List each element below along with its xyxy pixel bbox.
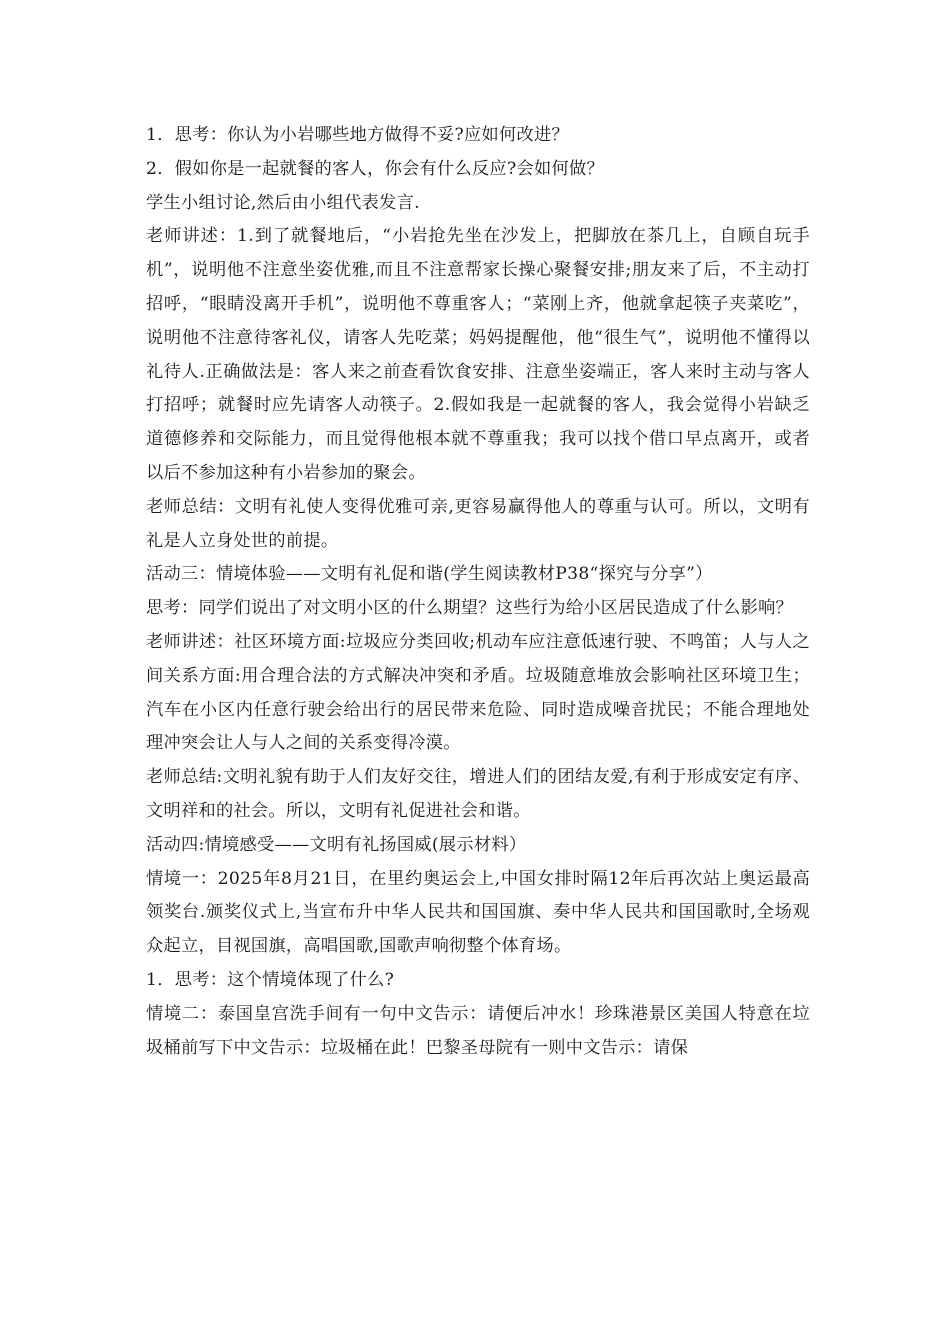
teacher-explanation-2: 老师讲述：社区环境方面:垃圾应分类回收;机动车应注意低速行驶、不鸣笛；人与人之间关系方面:用合理合法的方式解决冲突和矛盾。垃圾随意堆放会影响社区环境卫生；汽车在小区内任意行驶会给出行的居民带来危险、同时造成噪音扰民；不能合理地处理冲突会让人与人之间的关系变得冷漠。 — [146, 631, 810, 754]
teacher-summary-1: 老师总结：文明有礼使人变得优雅可亲,更容易赢得他人的尊重与认可。所以，文明有礼是人立身处世的前提。 — [146, 496, 810, 551]
scenario-2: 情境二：泰国皇宫洗手间有一句中文告示：请便后冲水！珍珠港景区美国人特意在垃圾桶前写下中文告示：垃圾桶在此！巴黎圣母院有一则中文告示：请保 — [146, 1003, 810, 1058]
scenario-1: 情境一：2025年8月21日，在里约奥运会上,中国女排时隔12年后再次站上奥运最高领奖台.颁奖仪式上,当宣布升中华人民共和国国旗、奏中华人民共和国国歌时,全场观众起立，目视国旗，高唱国歌,国歌声响彻整个体育场。 — [146, 868, 810, 957]
teacher-explanation-1: 老师讲述：1.到了就餐地后，“小岩抢先坐在沙发上，把脚放在茶几上，自顾自玩手机”，说明他不注意坐姿优雅,而且不注意帮家长操心聚餐安排;朋友来了后，不主动打招呼，“眼睛没离开手机”，说明他不尊重客人；“菜刚上齐，他就拿起筷子夹菜吃”，说明他不注意待客礼仪，请客人先吃菜；妈妈提醒他，他“很生气”，说明他不懂得以礼待人.正确做法是：客人来之前查看饮食安排、注意坐姿端正，客人来时主动与客人打招呼；就餐时应先请客人动筷子。2.假如我是一起就餐的客人，我会觉得小岩缺乏道德修养和交际能力，而且觉得他根本就不尊重我；我可以找个借口早点离开，或者以后不参加这种有小岩参加的聚会。 — [146, 226, 810, 483]
discussion-note: 学生小组讨论,然后由小组代表发言. — [146, 192, 420, 213]
question-2: 2．假如你是一起就餐的客人，你会有什么反应?会如何做？ — [146, 158, 604, 179]
question-1: 1．思考：你认为小岩哪些地方做得不妥?应如何改进？ — [146, 125, 569, 145]
activity-3-question: 思考：同学们说出了对文明小区的什么期望？这些行为给小区居民造成了什么影响？ — [146, 598, 794, 619]
activity-4-heading: 活动四:情境感受——文明有礼扬国威(展示材料） — [146, 834, 527, 855]
teacher-summary-2: 老师总结:文明礼貌有助于人们友好交往，增进人们的团结友爱,有利于形成安定有序、文明祥和的社会。所以，文明有礼促进社会和谐。 — [146, 767, 810, 821]
scenario-1-question: 1．思考：这个情境体现了什么? — [146, 969, 395, 990]
activity-3-heading: 活动三：情境体验——文明有礼促和谐(学生阅读教材P38“探究与分享”） — [146, 564, 713, 585]
document-body — [146, 119, 810, 1065]
